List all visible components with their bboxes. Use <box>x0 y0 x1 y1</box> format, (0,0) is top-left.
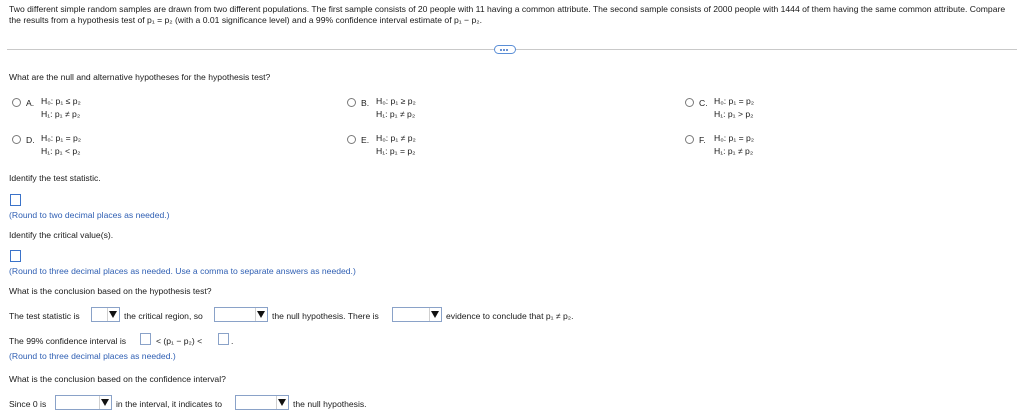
evidence-dropdown[interactable] <box>392 307 442 322</box>
ci-upper-input[interactable] <box>218 333 229 345</box>
option-a-letter: A. <box>26 98 35 108</box>
conclusion-ci-part1: Since 0 is <box>9 399 47 409</box>
option-b-radio[interactable] <box>347 98 356 107</box>
option-d-letter: D. <box>26 135 35 145</box>
ci-hint: (Round to three decimal places as needed.) <box>9 351 176 361</box>
ci-lower-input[interactable] <box>140 333 151 345</box>
option-c-h0: H₀: p₁ = p₂ <box>714 96 755 106</box>
conclusion-ci-question: What is the conclusion based on the confidence interval? <box>9 374 226 384</box>
option-c-radio[interactable] <box>685 98 694 107</box>
in-not-in-dropdown[interactable] <box>55 395 112 410</box>
critical-values-hint: (Round to three decimal places as needed. Use a comma to separate answers as needed.) <box>9 266 356 276</box>
option-c-letter: C. <box>699 98 708 108</box>
problem-statement: Two different simple random samples are drawn from two different populations. The first sample consists of 20 people with 11 having a common attribute. The second sample consists of 2000 people with 1444 of them having the same common attribute. Compare the results from a hypothesis test of p₁ = p₂ (with a 0.01 significance level) and a 99% confidence interval estimate of p₁ − p₂. <box>9 4 1006 25</box>
option-d-h0: H₀: p₁ = p₂ <box>41 133 82 143</box>
dropdown-arrow-icon <box>109 311 117 318</box>
dropdown-arrow-icon <box>257 311 265 318</box>
option-c-h1: H₁: p₁ > p₂ <box>714 109 754 119</box>
inside-outside-dropdown[interactable] <box>91 307 120 322</box>
hypotheses-question: What are the null and alternative hypotheses for the hypothesis test? <box>9 72 271 82</box>
conclusion-test-question: What is the conclusion based on the hypothesis test? <box>9 286 212 296</box>
dropdown-arrow-icon <box>431 311 439 318</box>
option-f-radio[interactable] <box>685 135 694 144</box>
reject-dropdown[interactable] <box>214 307 268 322</box>
option-e-h1: H₁: p₁ = p₂ <box>376 146 416 156</box>
test-statistic-hint: (Round to two decimal places as needed.) <box>9 210 170 220</box>
ci-label: The 99% confidence interval is <box>9 336 127 346</box>
ci-end: . <box>231 336 234 346</box>
option-d-h1: H₁: p₁ < p₂ <box>41 146 81 156</box>
option-b-h1: H₁: p₁ ≠ p₂ <box>376 109 416 119</box>
option-b-h0: H₀: p₁ ≥ p₂ <box>376 96 416 106</box>
test-statistic-label: Identify the test statistic. <box>9 173 101 183</box>
option-f-h1: H₁: p₁ ≠ p₂ <box>714 146 754 156</box>
option-f-letter: F. <box>699 135 706 145</box>
conclusion-test-part3: the null hypothesis. There is <box>272 311 379 321</box>
test-statistic-input[interactable] <box>10 194 21 206</box>
conclusion-test-part2: the critical region, so <box>124 311 203 321</box>
option-e-h0: H₀: p₁ ≠ p₂ <box>376 133 416 143</box>
option-a-h1: H₁: p₁ ≠ p₂ <box>41 109 81 119</box>
critical-values-label: Identify the critical value(s). <box>9 230 114 240</box>
option-d-radio[interactable] <box>12 135 21 144</box>
more-options-button[interactable] <box>494 45 516 54</box>
dropdown-arrow-icon <box>278 399 286 406</box>
conclusion-ci-part3: the null hypothesis. <box>293 399 367 409</box>
conclusion-test-part4: evidence to conclude that p₁ ≠ p₂. <box>446 311 574 321</box>
conclusion-ci-part2: in the interval, it indicates to <box>116 399 223 409</box>
option-b-letter: B. <box>361 98 370 108</box>
dropdown-arrow-icon <box>101 399 109 406</box>
ci-middle: < (p₁ − p₂) < <box>156 336 203 346</box>
option-f-h0: H₀: p₁ = p₂ <box>714 133 755 143</box>
ci-reject-dropdown[interactable] <box>235 395 289 410</box>
conclusion-test-part1: The test statistic is <box>9 311 80 321</box>
option-a-h0: H₀: p₁ ≤ p₂ <box>41 96 81 106</box>
critical-values-input[interactable] <box>10 250 21 262</box>
option-a-radio[interactable] <box>12 98 21 107</box>
option-e-radio[interactable] <box>347 135 356 144</box>
ellipsis-icon <box>500 49 509 59</box>
option-e-letter: E. <box>361 135 370 145</box>
